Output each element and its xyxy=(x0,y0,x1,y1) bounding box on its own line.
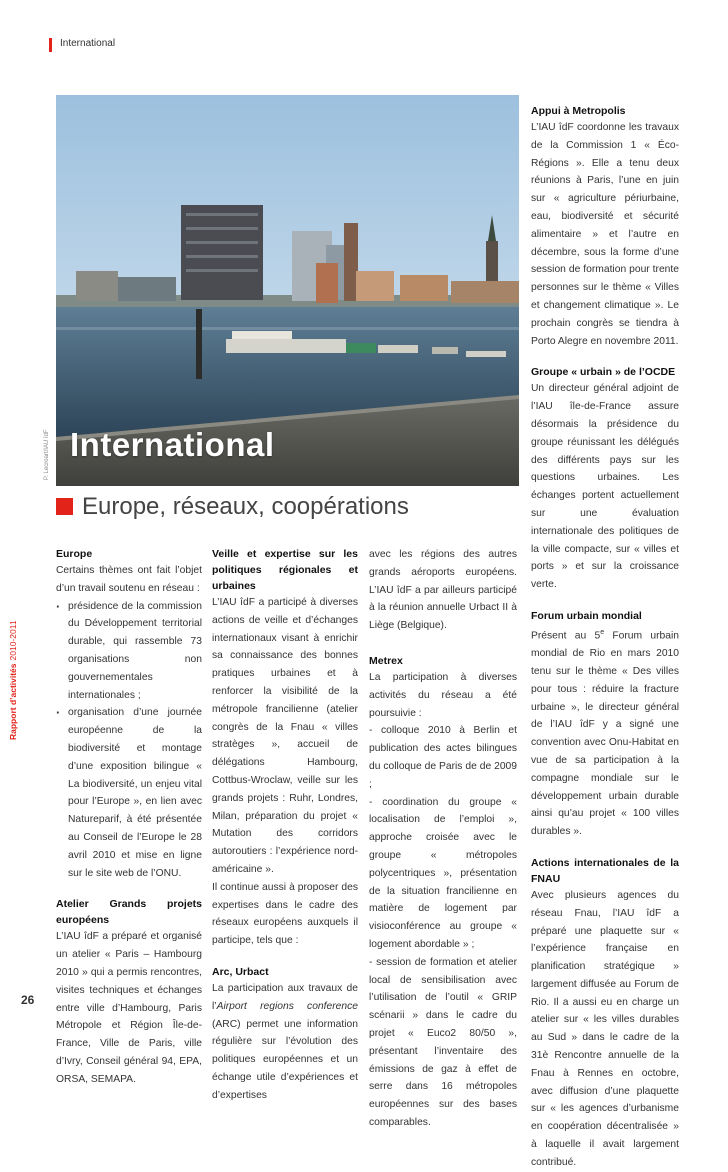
arc-text-em: Airport regions conference xyxy=(216,1000,358,1012)
side-report-title: Rapport d’activités xyxy=(8,663,18,740)
heading-metropolis: Appui à Metropolis xyxy=(531,105,626,117)
ocde-paragraph: Un directeur général adjoint de l’IAU île-de-France assure désormais la présidence du groupe réunissant les délégués des différents pays sur les questions urbaines. Les échanges portent actuellement sur une évaluation internationale des politiques de la ville compacte, sur « villes et ports » et sur la croissance verte. xyxy=(531,383,679,591)
side-report-years: 2010-2011 xyxy=(8,620,18,661)
metropolis-paragraph: L’IAU îdF coordonne les travaux de la Commission 1 « Éco-Régions ». Elle a tenu deux réunions à Paris, l’une en juin sur « agriculture périurbaine, eau, biodiversité et sécurité alimentaire » et l’autre en décembre, sous la forme d’une session de formation pour trente personnes sur le thème « Villes et changement climatique ». Le prochain congrès se tiendra à Porto Alegre en novembre 2011. xyxy=(531,122,679,347)
europe-bullet-1: · présidence de la commission du Développement territorial durable, qui rassemble 73 organisations non gouvernementales internationales ; xyxy=(56,598,202,705)
column-3 xyxy=(369,546,517,1132)
veille-paragraph-2: Il continue aussi à proposer des expertises dans le cadre des réseaux européens auxquels il participe, tels que : xyxy=(212,881,358,947)
metrex-intro: La participation à diverses activités du réseau a été poursuivie : xyxy=(369,671,517,719)
section-subtitle-text: Europe, réseaux, coopérations xyxy=(82,493,409,520)
heading-metrex: Metrex xyxy=(369,654,403,667)
heading-europe: Europe xyxy=(56,548,93,560)
heading-arc: Arc, Urbact xyxy=(212,965,269,978)
photo-credit: P. Lecroart/IAU îdF xyxy=(44,429,50,480)
heading-ocde: Groupe « urbain » de l’OCDE xyxy=(531,366,676,379)
section-subtitle xyxy=(56,493,409,521)
forum-text-b: Forum urbain mondial de Rio en mars 2010 tenu sur le thème « Des villes pour tous : réduire la fracture urbaine », le directeur général de l’IAU îdF y a signé une convention avec Onu-Habitat en vue de sa participation à la compagne mondiale sur le développement urbain durable ainsi qu’au projet « 100 villes durables ». xyxy=(531,630,679,838)
arc-text-a: La participation aux travaux de l’ xyxy=(212,982,358,1012)
heading-atelier: Atelier Grands projets européens xyxy=(56,898,202,927)
europe-bullet-2: · organisation d’une journée européenne de la biodiversité et montage d’une exposition bilingue « La biodiversité, un enjeu vital pour l’Europe », en lien avec Natureparif, à été présentée au Conseil de l’Europe le 28 avril 2010 et mise en ligne sur le site web de l’ONU. xyxy=(56,704,202,882)
column-2 xyxy=(212,546,358,1105)
forum-text-a: Présent au 5 xyxy=(531,630,601,642)
red-square-marker xyxy=(56,498,73,515)
continuation-paragraph: avec les régions des autres grands aéroports européens. L’IAU îdF a par ailleurs participé à la réunion annuelle Urbact II à Liège (Belgique). xyxy=(369,549,517,632)
metrex-item-2: - coordination du groupe « localisation de l’emploi », approche croisée avec le groupe « métropoles polycentriques », présentation de la situation francilienne en matière de logement par visioconférence au groupe « logement abordable » ; xyxy=(369,796,517,950)
veille-paragraph: L’IAU îdF a participé à diverses actions de veille et d’échanges internationaux visant à enrichir sa connaissance des bonnes pratiques urbaines et à renforcer la visibilité de la métropole francilienne (atelier congrès de la Fnau « villes stratèges », accueil de délégations Hambourg, Cottbus-Wroclaw, veille sur les grands projets : Ruhr, Londres, Milan, préparation du projet « Mutation des corridors autoroutiers : l’expérience nord-américaine ». xyxy=(212,597,358,875)
side-report-label xyxy=(8,560,22,740)
column-4 xyxy=(531,103,679,1172)
forum-paragraph xyxy=(531,624,679,841)
page-number: 26 xyxy=(21,993,35,1007)
forum-superscript: e xyxy=(600,628,605,636)
europe-bullet-list xyxy=(56,598,202,883)
heading-veille: Veille et expertise sur les politiques régionales et urbaines xyxy=(212,548,358,592)
heading-fnau: Actions internationales de la FNAU xyxy=(531,856,679,885)
metrex-item-3: - session de formation et atelier local de sensibilisation avec l’utilisation de l’outil « GRIP scénarii » dans le cadre du projet « Euco2 80/50 », présentant l’inventaire des émissions de gaz à effet de serre dans 16 métropoles européennes sur des bases comparables. xyxy=(369,956,517,1128)
column-1 xyxy=(56,546,202,1089)
metrex-item-1: - colloque 2010 à Berlin et publication des actes bilingues du colloque de Paris de de 2009 ; xyxy=(369,725,517,790)
photo-title: International xyxy=(70,426,275,463)
header-accent-bar xyxy=(49,38,52,52)
running-header: International xyxy=(60,38,116,49)
europe-intro: Certains thèmes ont fait l’objet d’un travail soutenu en réseau : xyxy=(56,565,202,594)
fnau-paragraph: Avec plusieurs agences du réseau Fnau, l’IAU îdF a préparé une plaquette sur « l’expérience française en planification stratégique » largement diffusée au Forum de Rio. Il a aussi eu en charge un atelier sur « les villes durables au Sud » dans le cadre de la 31è Rencontre annuelle de la Fnau à Rennes en octobre, avec diffusion d’une plaquette sur « les agences d’urbanisme en coopération décentralisée » à laquelle il avait largement contribué. xyxy=(531,889,679,1168)
arc-text-b: (ARC) permet une information régulière sur l’évolution des politiques européennes et un échange utile d’expériences et d’expertises xyxy=(212,1018,358,1101)
heading-forum: Forum urbain mondial xyxy=(531,609,642,622)
atelier-paragraph: L’IAU îdF a préparé et organisé un atelier « Paris – Hambourg 2010 » qui a permis rencontres, visites techniques et échanges entre ville d’Hambourg, Paris Métropole et Région Île-de-France, Ville de Paris, ville d’Ivry, Conseil général 94, EPA, ORSA, SEMAPA. xyxy=(56,931,202,1085)
arc-paragraph xyxy=(212,980,358,1105)
